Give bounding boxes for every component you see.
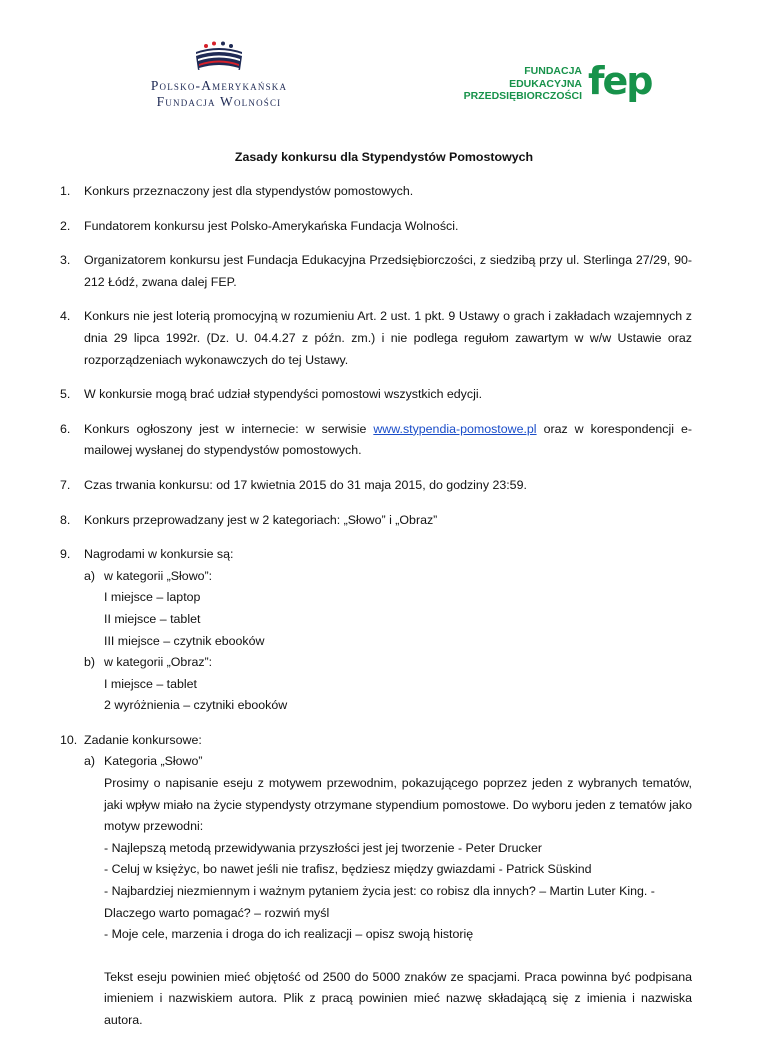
- rule-number: 6.: [60, 421, 71, 436]
- fep-word-1: FUNDACJA: [524, 65, 582, 77]
- topic-line: - Najbardziej niezmiennym i ważnym pytaniem życia jest: co robisz dla innych? – Martin Luter King. -: [104, 884, 655, 899]
- rule-number: 7.: [60, 477, 71, 492]
- task-intro: Prosimy o napisanie eseju z motywem przewodnim, pokazującego poprzez jeden z wybranych tematów, jaki wpływ miało na życie stypendysty otrzymane stypendium pomostowe. Do wyboru jeden z tematów jako motyw przewodni:: [104, 776, 692, 834]
- sub-text: Kategoria „Słowo”: [104, 754, 203, 769]
- task-category-a: [84, 751, 692, 773]
- rule-text: Zadanie konkursowe:: [84, 732, 202, 747]
- rule-number: 8.: [60, 512, 71, 527]
- rule-text: Konkurs przeprowadzany jest w 2 kategoriach: „Słowo” i „Obraz”: [84, 512, 438, 527]
- rule-item-6: [60, 419, 692, 462]
- pafw-emblem-icon: [192, 40, 246, 76]
- sub-label: a): [84, 754, 96, 769]
- sub-label: b): [84, 655, 96, 670]
- rule-number: 10.: [60, 732, 78, 747]
- rule-text: [84, 419, 692, 462]
- rule-text: Konkurs przeznaczony jest dla stypendystów pomostowych.: [84, 184, 414, 198]
- topic-line: - Moje cele, marzenia i droga do ich realizacji – opisz swoją historię: [104, 927, 474, 942]
- fep-word-3: PRZEDSIĘBIORCZOŚCI: [463, 90, 582, 102]
- rule-number: 1.: [60, 184, 71, 198]
- rule-text: Czas trwania konkursu: od 17 kwietnia 2015 do 31 maja 2015, do godziny 23:59.: [84, 477, 527, 492]
- sub-label: a): [84, 568, 96, 583]
- website-link[interactable]: www.stypendia-pomostowe.pl: [373, 421, 537, 436]
- document-title: Zasady konkursu dla Stypendystów Pomostowych: [234, 150, 534, 164]
- rule-text-after: oraz w korespondencji e-mailowej wysłanej do stypendystów pomostowych.: [84, 421, 692, 458]
- rule-item-1: [60, 181, 692, 203]
- rule-text: Nagrodami w konkursie są:: [84, 547, 234, 562]
- rule-text-before: Konkurs ogłoszony jest w internecie: w serwisie: [84, 421, 374, 436]
- prize-category-a: [84, 566, 692, 588]
- sub-text: w kategorii „Słowo”:: [104, 568, 213, 583]
- fep-word-2: EDUKACYJNA: [509, 77, 582, 90]
- fep-mark-icon: fep: [588, 59, 652, 103]
- rule-item-9: [60, 544, 692, 717]
- topic-line: - Najlepszą metodą przewidywania przyszłości jest jej tworzenie - Peter Drucker: [104, 840, 542, 855]
- pafw-logo: [134, 40, 304, 112]
- pafw-name-line2: Fundacja Wolności: [156, 94, 282, 109]
- rule-item-2: [60, 216, 692, 238]
- rule-item-4: [60, 306, 692, 371]
- rule-item-7: [60, 475, 692, 497]
- rule-text: Organizatorem konkursu jest Fundacja Edukacyjna Przedsiębiorczości, z siedzibą przy ul. Sterlinga 27/29, 90-212 Łódź, zwana dalej FEP.: [84, 253, 692, 289]
- rule-number: 9.: [60, 547, 71, 562]
- topic-line: - Celuj w księżyc, bo nawet jeśli nie trafisz, będziesz między gwiazdami - Patrick Süskind: [104, 862, 592, 877]
- prize-line: I miejsce – tablet: [104, 676, 197, 691]
- rule-text: Fundatorem konkursu jest Polsko-Amerykańska Fundacja Wolności.: [84, 218, 459, 233]
- rule-text: W konkursie mogą brać udział stypendyści pomostowi wszystkich edycji.: [84, 387, 483, 402]
- prize-line: III miejsce – czytnik ebooków: [104, 633, 265, 648]
- task-closing: Tekst eseju powinien mieć objętość od 2500 do 5000 znaków ze spacjami. Praca powinna być podpisana imieniem i nazwiskiem autora. Plik z pracą powinien mieć nazwę składającą się z imienia i nazwiska autora.: [104, 969, 692, 1027]
- prize-line: II miejsce – tablet: [104, 611, 201, 626]
- prize-line: I miejsce – laptop: [104, 590, 201, 605]
- rules-list: [60, 181, 692, 1045]
- rule-text: Konkurs nie jest loterią promocyjną w rozumieniu Art. 2 ust. 1 pkt. 9 Ustawy o grach i zakładach wzajemnych z dnia 29 lipca 1992r. (Dz. U. 04.4.27 z późn. zm.) i nie podlega regułom zawartym w w/w Ustawie oraz rozporządzeniach wykonawczych do tej Ustawy.: [84, 309, 692, 367]
- prize-line: 2 wyróżnienia – czytniki ebooków: [104, 698, 288, 713]
- rule-number: 3.: [60, 253, 71, 268]
- rule-body: [84, 544, 692, 717]
- pafw-name-line1: Polsko-Amerykańska: [150, 78, 288, 93]
- rule-item-8: [60, 510, 692, 532]
- rule-number: 4.: [60, 309, 71, 324]
- rule-item-3: [60, 250, 692, 293]
- rule-item-5: [60, 384, 692, 406]
- fep-words: [464, 65, 582, 103]
- rule-number: 5.: [60, 387, 71, 402]
- prize-category-b: [84, 652, 692, 674]
- fep-logo: [463, 59, 652, 110]
- topic-line: Dlaczego warto pomagać? – rozwiń myśl: [104, 905, 330, 920]
- rule-number: 2.: [60, 218, 71, 233]
- spacer: [84, 946, 692, 967]
- sub-text: w kategorii „Obraz”:: [104, 655, 213, 670]
- rule-item-10: [60, 730, 692, 1032]
- rule-body: [84, 730, 692, 1032]
